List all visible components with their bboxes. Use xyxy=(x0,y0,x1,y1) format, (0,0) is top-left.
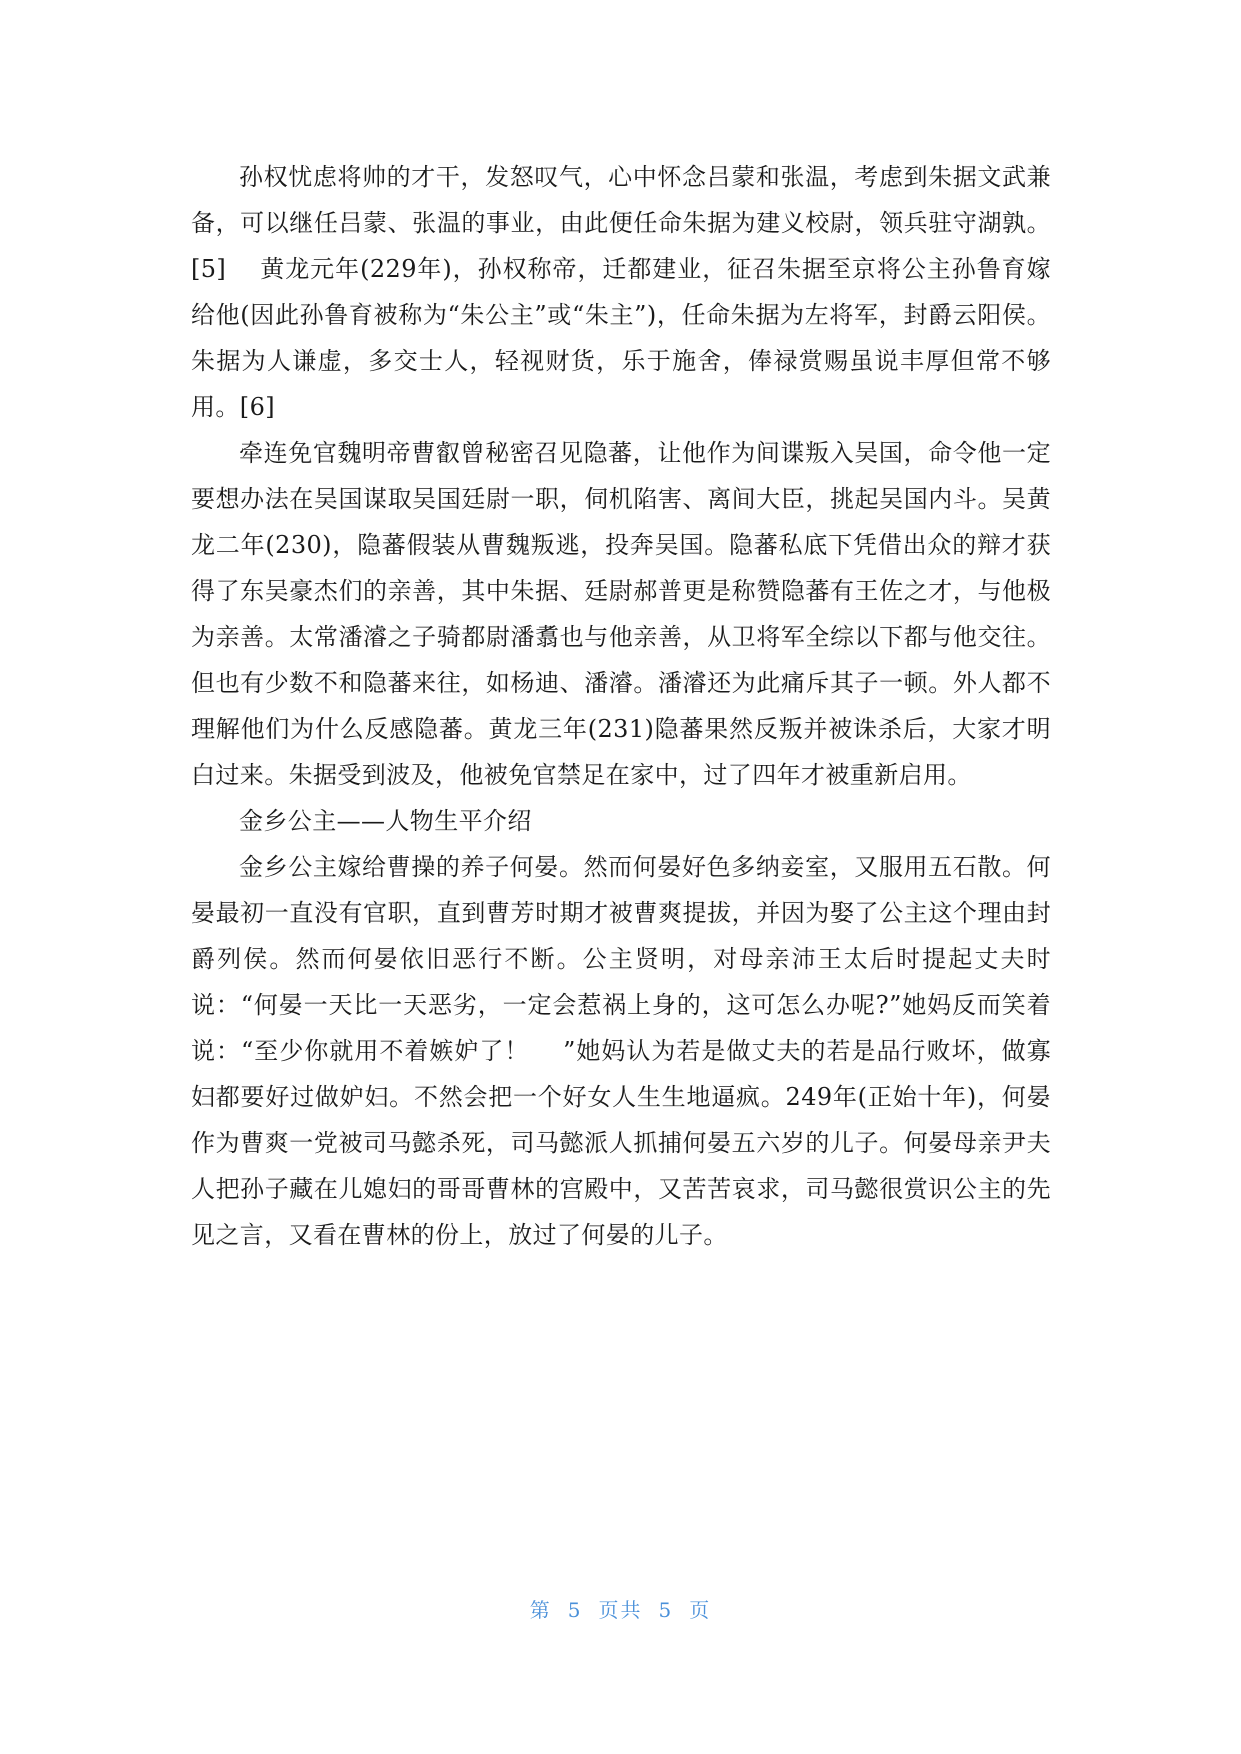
paragraph-jinxiang-princess: 金乡公主嫁给曹操的养子何晏。然而何晏好色多纳妾室，又服用五石散。何晏最初一直没有官职，直到曹芳时期才被曹爽提拔，并因为娶了公主这个理由封爵列侯。然而何晏依旧恶行不断。公主贤明，对母亲沛王太后时提起丈夫时说：“何晏一天比一天恶劣，一定会惹祸上身的，这可怎么办呢?”她妈反而笑着说：“至少你就用不着嫉妒了！ ”她妈认为若是做丈夫的若是品行败坏，做寡妇都要好过做妒妇。不然会把一个好女人生生地逼疯。249年(正始十年)，何晏作为曹爽一党被司马懿杀死，司马懿派人抓捕何晏五六岁的儿子。何晏母亲尹夫人把孙子藏在儿媳妇的哥哥曹林的宫殿中，又苦苦哀求，司马懿很赏识公主的先见之言，又看在曹林的份上，放过了何晏的儿子。 xyxy=(191,853,1051,1249)
page-label-suffix: 页 xyxy=(689,1598,712,1622)
current-page-number: 5 xyxy=(567,1598,583,1622)
page-label-mid: 页共 xyxy=(598,1598,643,1622)
page-footer xyxy=(0,1595,1241,1625)
page-label-prefix: 第 xyxy=(529,1598,552,1622)
total-pages-number: 5 xyxy=(658,1598,674,1622)
paragraph-dismissal: 牵连免官魏明帝曹叡曾秘密召见隐蕃，让他作为间谍叛入吴国，命令他一定要想办法在吴国谋取吴国廷尉一职，伺机陷害、离间大臣，挑起吴国内斗。吴黄龙二年(230)，隐蕃假装从曹魏叛逃，投奔吴国。隐蕃私底下凭借出众的辩才获得了东吴豪杰们的亲善，其中朱据、廷尉郝普更是称赞隐蕃有王佐之才，与他极为亲善。太常潘濬之子骑都尉潘翥也与他亲善，从卫将军全综以下都与他交往。但也有少数不和隐蕃来往，如杨迪、潘濬。潘濬还为此痛斥其子一顿。外人都不理解他们为什么反感隐蕃。黄龙三年(231)隐蕃果然反叛并被诛杀后，大家才明白过来。朱据受到波及，他被免官禁足在家中，过了四年才被重新启用。 xyxy=(191,439,1051,789)
paragraph-zhu-ju-appointment: 孙权忧虑将帅的才干，发怒叹气，心中怀念吕蒙和张温，考虑到朱据文武兼备，可以继任吕蒙、张温的事业，由此便任命朱据为建义校尉，领兵驻守湖孰。[5] 黄龙元年(229年)，孙权称帝，迁都建业，征召朱据至京将公主孙鲁育嫁给他(因此孙鲁育被称为“朱公主”或“朱主”)，任命朱据为左将军，封爵云阳侯。朱据为人谦虚，多交士人，轻视财货，乐于施舍，俸禄赏赐虽说丰厚但常不够用。[6] xyxy=(191,163,1051,421)
document-body xyxy=(191,154,1051,1258)
section-heading: 金乡公主——人物生平介绍 xyxy=(239,807,532,835)
